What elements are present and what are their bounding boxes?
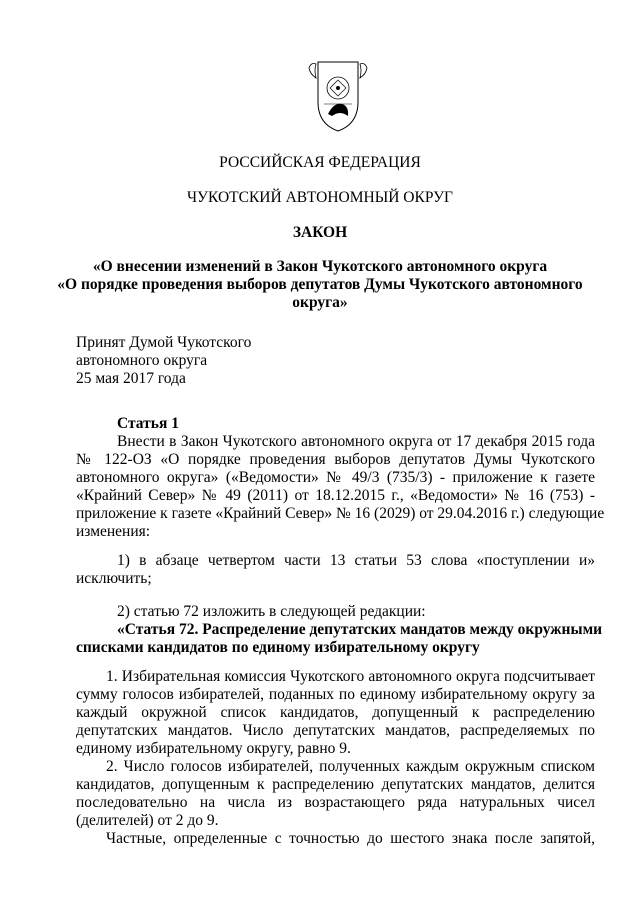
coat-of-arms-icon bbox=[302, 58, 374, 134]
law-title-line: «О внесении изменений в Закон Чукотского автономного округа bbox=[92, 258, 548, 275]
adoption-info-line: Принят Думой Чукотского bbox=[76, 334, 252, 351]
article-heading: Статья 1 bbox=[117, 415, 179, 432]
document-type: ЗАКОН bbox=[292, 224, 348, 241]
paragraph-line: единому избирательному округу, равно 9. bbox=[76, 740, 351, 757]
new-article-heading: «Статья 72. Распределение депутатских мандатов между окружными bbox=[117, 621, 603, 638]
paragraph-line: сумму голосов избирателей, поданных по единому избирательному округу за bbox=[76, 686, 595, 703]
law-title-line: округа» bbox=[292, 294, 348, 311]
new-article-heading: списками кандидатов по единому избирательному округу bbox=[76, 639, 480, 656]
country-name: РОССИЙСКАЯ ФЕДЕРАЦИЯ bbox=[219, 154, 421, 171]
paragraph-line: депутатских мандатов. Число депутатских мандатов, распределяемых по bbox=[76, 722, 595, 739]
article-text-line: № 122-ОЗ «О порядке проведения выборов депутатов Думы Чукотского bbox=[76, 451, 595, 468]
article-text-line: изменения: bbox=[76, 523, 151, 540]
amendment-item: исключить; bbox=[76, 570, 152, 587]
article-text-line: «Крайний Север» № 49 (2011) от 18.12.2015 г., «Ведомости» № 16 (753) - bbox=[76, 487, 595, 504]
paragraph-line: (делителей) от 2 до 9. bbox=[76, 812, 219, 829]
paragraph-line: 2. Число голосов избирателей, полученных каждым окружным списком bbox=[106, 758, 595, 775]
paragraph-line: кандидатов, допущенным к распределению депутатских мандатов, делится bbox=[76, 776, 595, 793]
paragraph-line: Частные, определенные с точностью до шестого знака после запятой, bbox=[106, 830, 595, 847]
amendment-item: 2) статью 72 изложить в следующей редакции: bbox=[117, 603, 426, 620]
paragraph-line: каждый окружной список кандидатов, допущенный к распределению bbox=[76, 704, 595, 721]
article-text-line: Внести в Закон Чукотского автономного округа от 17 декабря 2015 года bbox=[117, 433, 595, 450]
article-text-line: автономного округа» («Ведомости» № 49/3 (735/3) - приложение к газете bbox=[76, 469, 595, 486]
paragraph-line: 1. Избирательная комиссия Чукотского автономного округа подсчитывает bbox=[106, 668, 595, 685]
adoption-info-line: автономного округа bbox=[76, 352, 208, 369]
paragraph-line: последовательно на числа из возрастающего ряда натуральных чисел bbox=[76, 794, 595, 811]
article-text-line: приложение к газете «Крайний Север» № 16 (2029) от 29.04.2016 г.) следующие bbox=[76, 505, 605, 522]
law-title-line: «О порядке проведения выборов депутатов Думы Чукотского автономного bbox=[57, 276, 583, 293]
adoption-date: 25 мая 2017 года bbox=[76, 370, 186, 387]
amendment-item: 1) в абзаце четвертом части 13 статьи 53 слова «поступлении и» bbox=[117, 552, 595, 569]
region-name: ЧУКОТСКИЙ АВТОНОМНЫЙ ОКРУГ bbox=[186, 189, 454, 206]
